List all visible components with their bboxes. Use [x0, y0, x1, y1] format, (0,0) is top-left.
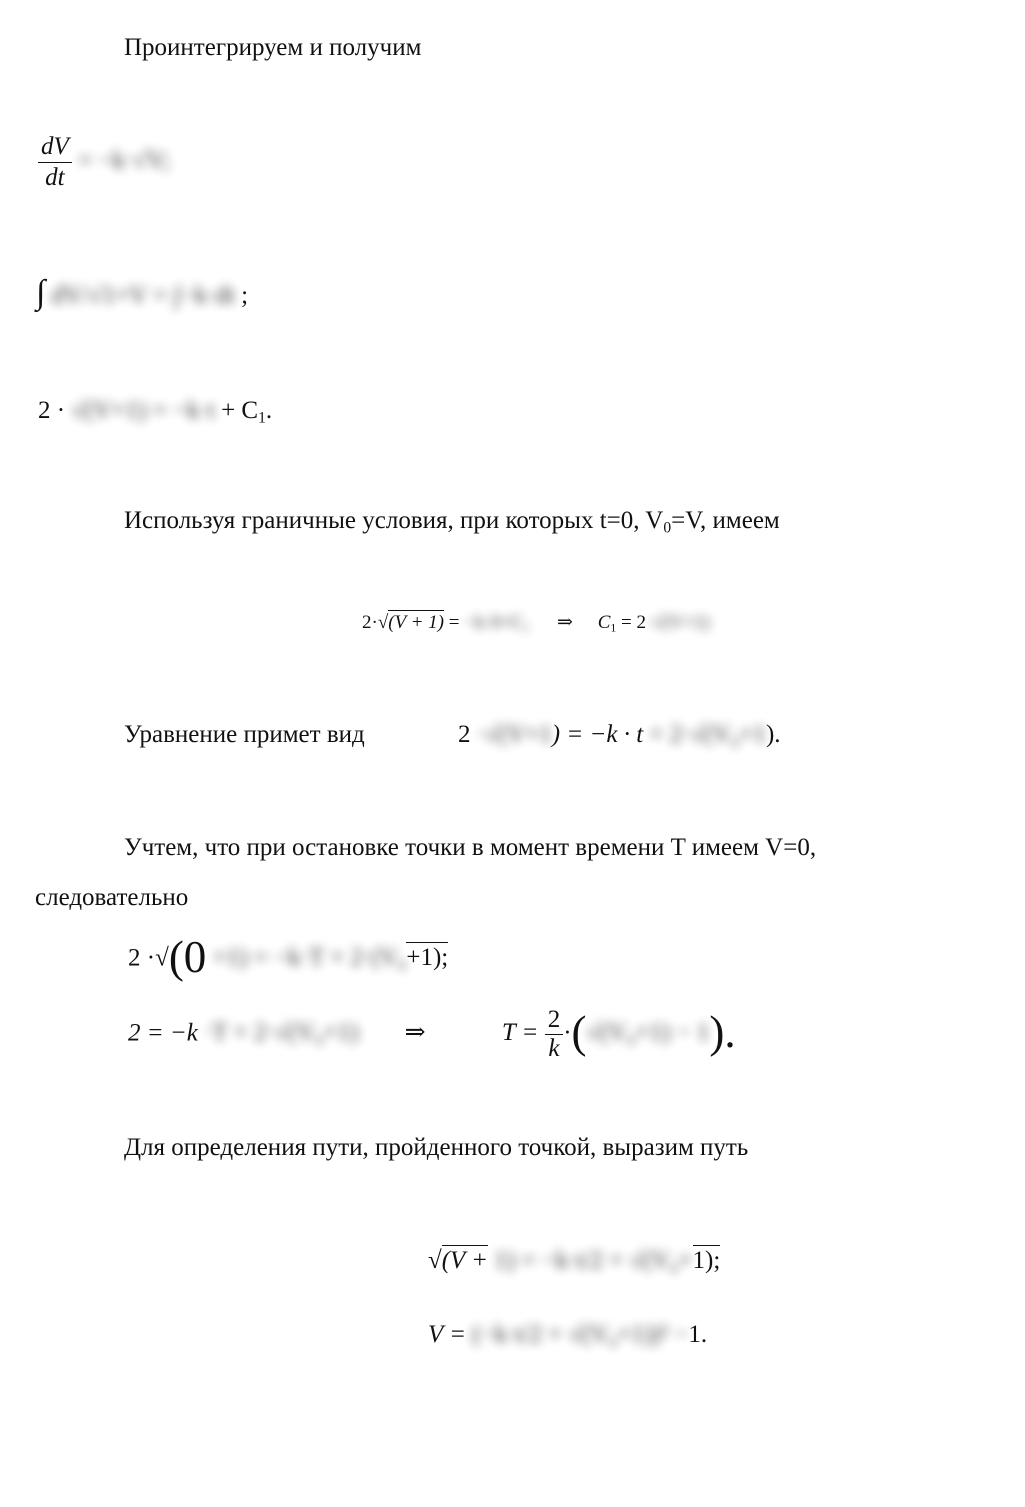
implies-arrow: ⇒ [404, 1019, 426, 1047]
blurred-rhs: −k·0+C₁ [464, 612, 531, 633]
blurred-integrand: dV/√1+V = ∫−k·dt [51, 282, 235, 309]
sqrt-symbol: √ [377, 612, 389, 633]
paragraph-integrate: Проинтегрируем и получим [124, 34, 422, 61]
formula-stop-time-1: 2 ·√(0 +1) = −k·T + 2·(V₀+1); [128, 932, 449, 982]
numerator-dv: dV [41, 133, 69, 160]
blurred-part-2: + 2·√(V₀+1 [649, 721, 766, 748]
blurred-part: +1) = −k·T + 2· [212, 944, 372, 972]
blurred-left-side: √(V+1) = −k·t [71, 397, 215, 424]
formula-equation: 2 ·√(V+1) = −k · t + 2·√(V₀+1). [458, 721, 781, 748]
formula-velocity: V = (−k·t/2 + √(V₀+1))² −1. [428, 1321, 708, 1348]
constant-term: + $C_1$. [221, 397, 273, 427]
sqrt-tail: +1); [406, 944, 449, 972]
blurred-part-2: √(V₀+1) − 1 [586, 1019, 710, 1047]
formula-velocity-sqrt: √(V + 1) = −k·t/2 + √(V₀+1); [428, 1247, 721, 1274]
implies-arrow: ⇒ [557, 612, 573, 633]
velocity-end: 1. [688, 1321, 708, 1348]
formula-integral [36, 274, 249, 311]
paragraph-path: Для определения пути, пройденного точкой, выразим путь [124, 1134, 749, 1161]
fraction-2-over-k: $\frac{2}{k}$ [545, 1006, 564, 1063]
paragraph-stop-condition-line1: Учтем, что при остановке точки в момент времени T имеем V=0, [124, 834, 817, 861]
paragraph-boundary-conditions: Используя граничные условия, при которых t=0, $V_0=V$, имеем [124, 507, 780, 537]
formula-constant [362, 608, 709, 644]
fraction-dv-dt [38, 132, 72, 193]
formula-general-solution [38, 396, 272, 434]
blurred-part: 1) = −k·t/2 + √(V₀+ [494, 1247, 693, 1274]
lhs: 2 = −k [128, 1019, 198, 1047]
semicolon: ; [241, 282, 249, 309]
sqrt-tail: 1); [692, 1247, 721, 1274]
blurred-part: (−k·t/2 + √(V₀+1))² − [472, 1321, 689, 1348]
constant-c1: $C_1 = 2$ [597, 612, 647, 635]
denominator-dt: dt [45, 164, 65, 191]
paragraph-stop-condition-line2: следовательно [35, 884, 189, 911]
paragraph-equation-form: Уравнение примет вид [124, 721, 365, 748]
time-variable: T = [501, 1019, 539, 1047]
blurred-constant-value: ·√(V+1) [646, 612, 710, 633]
blurred-v0: (V₀ [371, 944, 407, 972]
equation-middle: ) = −k · t [551, 721, 644, 748]
equals: = [448, 612, 460, 633]
equation-end: ). [765, 721, 781, 748]
blurred-part: ·T + 2·√(V₀+1) [204, 1019, 359, 1047]
integral-sign: ∫ [36, 274, 46, 311]
formula-stop-time-2: 2 = −k ·T + 2·√(V₀+1) ⇒ T = $\frac{2}{k}$ ·(√(V₀+1) − 1). [128, 1006, 736, 1063]
blurred-part-1: ·√(V+1 [476, 721, 552, 748]
coefficient-two: 2· [362, 612, 378, 633]
blurred-rhs: = −k·√V; [78, 147, 171, 175]
coefficient-two: 2 · [38, 397, 66, 424]
sqrt-argument: (V + 1) [388, 612, 445, 633]
formula-dv-dt [38, 132, 170, 193]
